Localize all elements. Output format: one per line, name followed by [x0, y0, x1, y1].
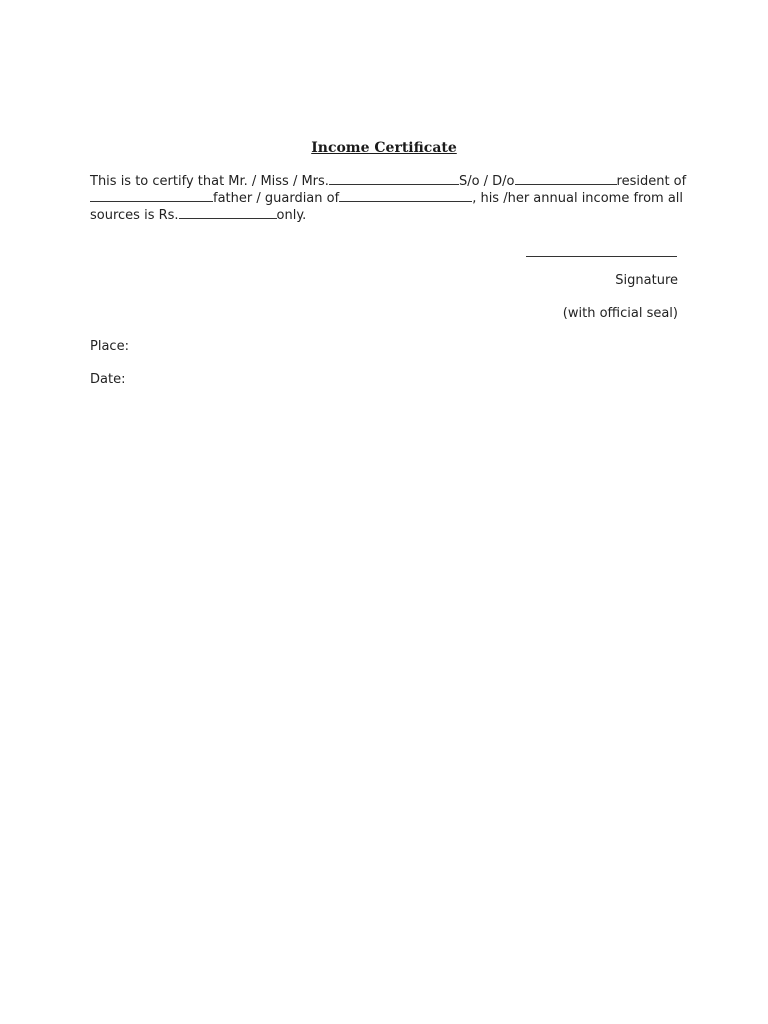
signature-line	[526, 256, 677, 257]
certificate-body	[90, 173, 690, 224]
income-text: , his /her annual income from all	[472, 191, 684, 206]
body-line-2	[90, 190, 690, 207]
name-blank	[329, 173, 459, 185]
signature-label: Signature	[615, 273, 678, 288]
certificate-title: Income Certificate	[311, 140, 457, 156]
parent-name-blank	[515, 173, 617, 185]
sources-text: sources is Rs.	[90, 208, 179, 223]
resident-text: resident of	[616, 174, 687, 189]
ward-name-blank	[339, 190, 472, 202]
residence-blank	[90, 190, 213, 202]
only-text: only.	[276, 208, 307, 223]
body-line-3	[90, 207, 690, 224]
place-label: Place:	[90, 339, 129, 354]
guardian-text: father / guardian of	[213, 191, 340, 206]
amount-blank	[179, 207, 277, 219]
seal-label: (with official seal)	[562, 306, 678, 321]
date-label: Date:	[90, 372, 126, 387]
body-line-1	[90, 173, 690, 190]
relation-text: S/o / D/o	[458, 174, 515, 189]
certify-text: This is to certify that Mr. / Miss / Mrs.	[90, 174, 329, 189]
